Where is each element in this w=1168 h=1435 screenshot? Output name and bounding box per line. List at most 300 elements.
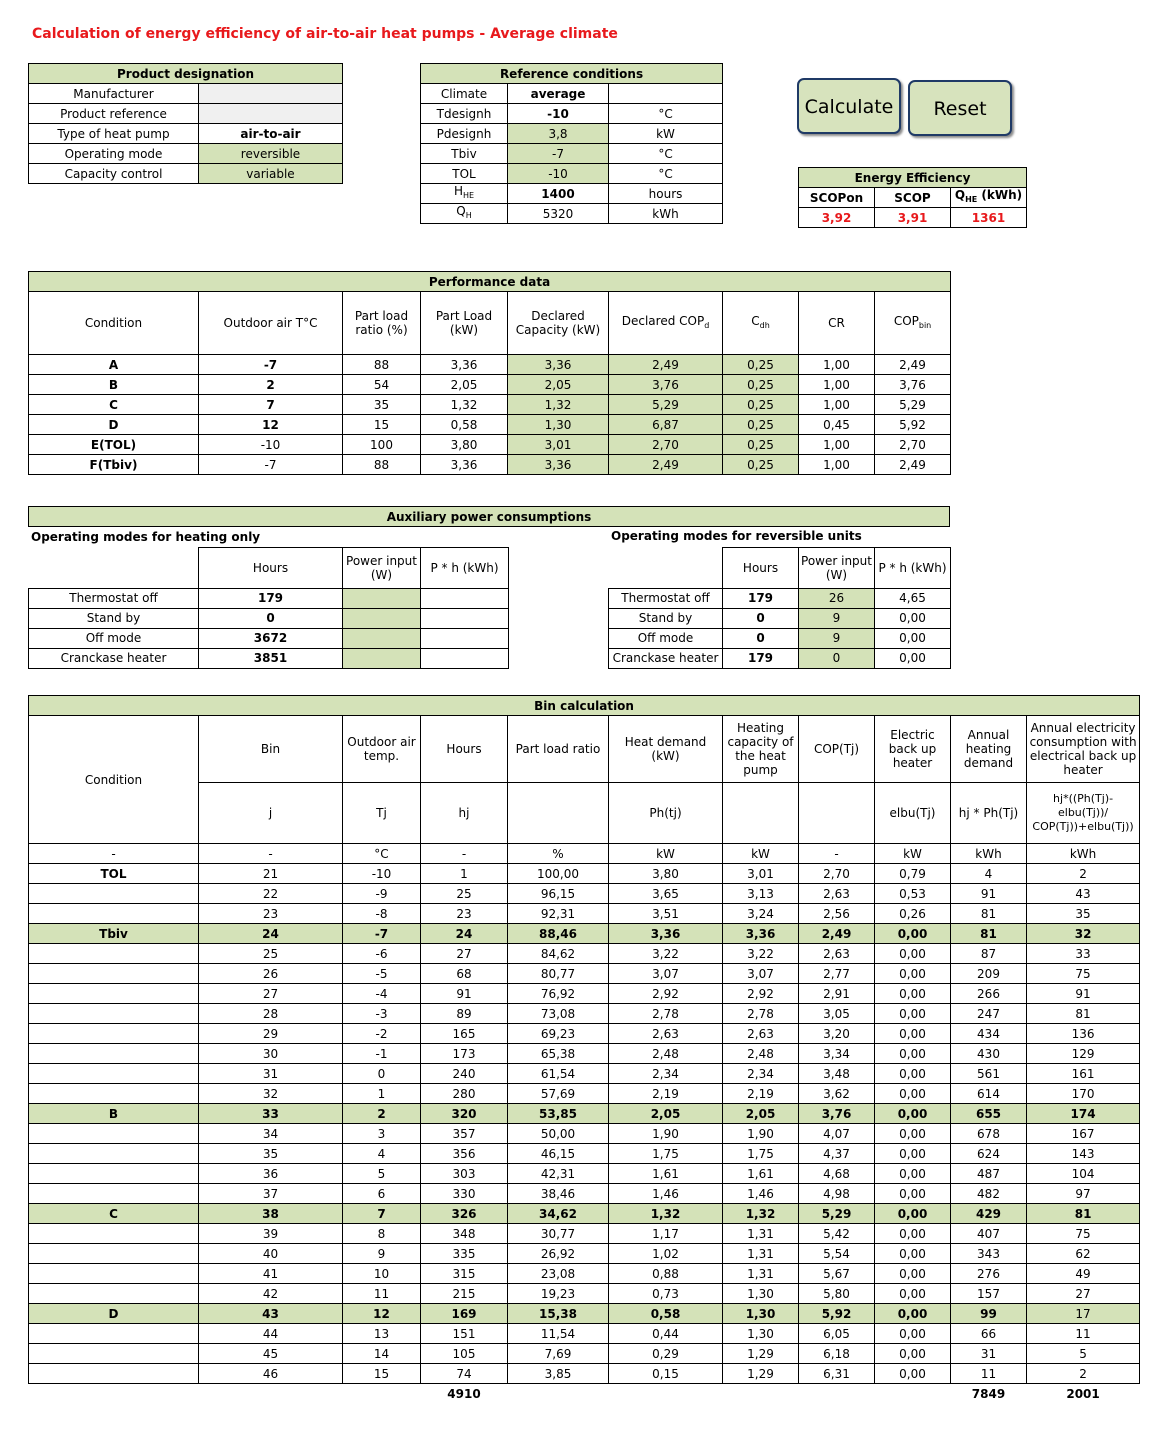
aux-rev-power-field[interactable]: 9: [799, 628, 875, 648]
perf-cell-cdh[interactable]: 0,25: [723, 355, 799, 375]
bin-cell-annual-elec: 62: [1027, 1244, 1140, 1264]
hhe-unit: hours: [609, 184, 723, 204]
bin-cell-hours: 240: [421, 1064, 508, 1084]
bin-cell-demand: 1,75: [609, 1144, 723, 1164]
bin-unit-cell: -: [799, 844, 875, 864]
bin-cell-outdoor: -10: [343, 864, 421, 884]
bin-cell-bin: 42: [199, 1284, 343, 1304]
bin-cell-plr: 23,08: [508, 1264, 609, 1284]
aux-heating-label: Cranckase heater: [29, 648, 199, 668]
bin-col-plr: Part load ratio: [508, 716, 609, 783]
bin-cell-annual-elec: 136: [1027, 1024, 1140, 1044]
bin-cell-outdoor: 15: [343, 1364, 421, 1384]
perf-cell-pl: 2,05: [421, 375, 508, 395]
bin-cell-hours: 315: [421, 1264, 508, 1284]
calculate-button[interactable]: Calculate: [797, 78, 901, 134]
perf-cell-cap[interactable]: 1,30: [508, 415, 609, 435]
bin-cell-demand: 3,22: [609, 944, 723, 964]
bin-cell-annual-demand: 91: [951, 884, 1027, 904]
bin-cell-cop: 3,76: [799, 1104, 875, 1124]
bin-cell-annual-elec: 170: [1027, 1084, 1140, 1104]
bin-col-capacity: Heating capacity of the heat pump: [723, 716, 799, 783]
aux-rev-label: Stand by: [609, 608, 723, 628]
bin-cell-bin: 46: [199, 1364, 343, 1384]
bin-cell-elbu: 0,00: [875, 1284, 951, 1304]
perf-cell-cdh[interactable]: 0,25: [723, 435, 799, 455]
perf-cell-cap[interactable]: 3,36: [508, 355, 609, 375]
bin-cell-capacity: 1,75: [723, 1144, 799, 1164]
perf-cell-cdh[interactable]: 0,25: [723, 455, 799, 475]
bin-cell-annual-elec: 32: [1027, 924, 1140, 944]
bin-cell-hours: 215: [421, 1284, 508, 1304]
bin-unit-cell: -: [421, 844, 508, 864]
bin-cell-elbu: 0,00: [875, 1124, 951, 1144]
bin-cell-annual-demand: 99: [951, 1304, 1027, 1324]
bin-col-condition: Condition: [29, 716, 199, 844]
aux-heating-ph: [421, 628, 509, 648]
bin-cell-hours: 303: [421, 1164, 508, 1184]
bin-cell-elbu: 0,53: [875, 884, 951, 904]
bin-cell-annual-demand: 407: [951, 1224, 1027, 1244]
perf-cell-outdoor: 7: [199, 395, 343, 415]
bin-cell-elbu: 0,00: [875, 1344, 951, 1364]
bin-cell-annual-demand: 655: [951, 1104, 1027, 1124]
bin-cell-condition: [29, 984, 199, 1004]
bin-cell-hours: 105: [421, 1344, 508, 1364]
bin-cell-bin: 39: [199, 1224, 343, 1244]
bin-cell-outdoor: -5: [343, 964, 421, 984]
bin-cell-annual-elec: 81: [1027, 1004, 1140, 1024]
perf-cell-condition: C: [29, 395, 199, 415]
aux-rev-row: [609, 608, 951, 628]
bin-cell-hours: 320: [421, 1104, 508, 1124]
bin-cell-outdoor: 7: [343, 1204, 421, 1224]
manufacturer-field[interactable]: [199, 84, 343, 104]
bin-cell-capacity: 1,30: [723, 1324, 799, 1344]
bin-cell-demand: 3,36: [609, 924, 723, 944]
bin-row: [29, 1264, 1140, 1284]
perf-cell-copbin: 2,49: [875, 355, 951, 375]
perf-cell-condition: F(Tbiv): [29, 455, 199, 475]
perf-row: [29, 375, 951, 395]
perf-cell-plr: 54: [343, 375, 421, 395]
aux-heating-power-field[interactable]: [343, 648, 421, 668]
bin-cell-capacity: 1,31: [723, 1224, 799, 1244]
bin-cell-plr: 84,62: [508, 944, 609, 964]
bin-cell-annual-demand: 157: [951, 1284, 1027, 1304]
bin-cell-plr: 19,23: [508, 1284, 609, 1304]
bin-cell-annual-demand: 4: [951, 864, 1027, 884]
bin-row: [29, 864, 1140, 884]
aux-heating-hours: 179: [199, 588, 343, 608]
perf-col-pl: Part Load (kW): [421, 292, 508, 355]
bin-cell-condition: [29, 1344, 199, 1364]
bin-cell-annual-elec: 75: [1027, 964, 1140, 984]
bin-cell-demand: 1,90: [609, 1124, 723, 1144]
aux-rev-col-hours: Hours: [723, 548, 799, 589]
bin-cell-hours: 1: [421, 864, 508, 884]
perf-cell-cr: 1,00: [799, 355, 875, 375]
bin-cell-annual-demand: 487: [951, 1164, 1027, 1184]
bin-row: [29, 1064, 1140, 1084]
perf-cell-condition: E(TOL): [29, 435, 199, 455]
bin-cell-plr: 53,85: [508, 1104, 609, 1124]
perf-cell-cdh[interactable]: 0,25: [723, 375, 799, 395]
bin-cell-annual-elec: 167: [1027, 1124, 1140, 1144]
perf-cell-cr: 0,45: [799, 415, 875, 435]
bin-cell-condition: [29, 1364, 199, 1384]
heating-only-label: Operating modes for heating only: [31, 530, 261, 544]
bin-cell-elbu: 0,00: [875, 944, 951, 964]
bin-cell-bin: 23: [199, 904, 343, 924]
perf-cell-cop[interactable]: 2,49: [609, 455, 723, 475]
bin-cell-outdoor: -1: [343, 1044, 421, 1064]
bin-cell-capacity: 1,31: [723, 1264, 799, 1284]
bin-cell-condition: [29, 1224, 199, 1244]
perf-row: [29, 435, 951, 455]
bin-cell-cop: 6,05: [799, 1324, 875, 1344]
bin-sym-cop: [799, 783, 875, 844]
perf-cell-condition: A: [29, 355, 199, 375]
bin-cell-demand: 1,46: [609, 1184, 723, 1204]
bin-cell-capacity: 1,46: [723, 1184, 799, 1204]
aux-heating-ph: [421, 648, 509, 668]
bin-cell-capacity: 1,29: [723, 1364, 799, 1384]
tdesignh-unit: °C: [609, 104, 723, 124]
reference-conditions-header: Reference conditions: [421, 64, 723, 84]
bin-col-outdoor: Outdoor air temp.: [343, 716, 421, 783]
perf-cell-outdoor: -7: [199, 355, 343, 375]
bin-cell-annual-elec: 43: [1027, 884, 1140, 904]
bin-cell-annual-demand: 266: [951, 984, 1027, 1004]
bin-cell-demand: 0,73: [609, 1284, 723, 1304]
scopon-value: 3,92: [799, 208, 875, 228]
bin-cell-cop: 2,56: [799, 904, 875, 924]
bin-cell-demand: 1,17: [609, 1224, 723, 1244]
bin-cell-hours: 25: [421, 884, 508, 904]
bin-cell-annual-elec: 11: [1027, 1324, 1140, 1344]
perf-cell-cr: 1,00: [799, 455, 875, 475]
bin-row: [29, 1044, 1140, 1064]
perf-row: [29, 355, 951, 375]
bin-cell-annual-demand: 343: [951, 1244, 1027, 1264]
perf-cell-cdh[interactable]: 0,25: [723, 415, 799, 435]
perf-cell-copbin: 2,70: [875, 435, 951, 455]
bin-row: [29, 1084, 1140, 1104]
reference-conditions-table: [420, 63, 723, 224]
bin-unit-cell: -: [199, 844, 343, 864]
bin-sym-elbu: elbu(Tj): [875, 783, 951, 844]
bin-col-elbu: Electric back up heater: [875, 716, 951, 783]
bin-cell-annual-elec: 35: [1027, 904, 1140, 924]
bin-cell-outdoor: 0: [343, 1064, 421, 1084]
aux-heating-row: [29, 628, 509, 648]
bin-cell-annual-demand: 11: [951, 1364, 1027, 1384]
perf-col-cr: CR: [799, 292, 875, 355]
perf-cell-cop[interactable]: 2,49: [609, 355, 723, 375]
bin-cell-elbu: 0,00: [875, 1204, 951, 1224]
bin-cell-bin: 41: [199, 1264, 343, 1284]
bin-cell-bin: 27: [199, 984, 343, 1004]
aux-heating-hours: 0: [199, 608, 343, 628]
bin-cell-cop: 5,92: [799, 1304, 875, 1324]
bin-cell-condition: C: [29, 1204, 199, 1224]
bin-cell-condition: [29, 964, 199, 984]
bin-cell-cop: 4,37: [799, 1144, 875, 1164]
bin-cell-plr: 34,62: [508, 1204, 609, 1224]
bin-cell-bin: 36: [199, 1164, 343, 1184]
auxiliary-header-table: [28, 506, 950, 527]
tdesignh-label: Tdesignh: [421, 104, 508, 124]
product-reference-label: Product reference: [29, 104, 199, 124]
energy-efficiency-header: Energy Efficiency: [799, 168, 1027, 188]
bin-cell-bin: 22: [199, 884, 343, 904]
perf-col-condition: Condition: [29, 292, 199, 355]
pdesignh-label: Pdesignh: [421, 124, 508, 144]
bin-cell-hours: 23: [421, 904, 508, 924]
capacity-control-field[interactable]: variable: [199, 164, 343, 184]
bin-row: [29, 1024, 1140, 1044]
operating-mode-label: Operating mode: [29, 144, 199, 164]
bin-cell-elbu: 0,00: [875, 1144, 951, 1164]
perf-cell-pl: 3,80: [421, 435, 508, 455]
bin-unit-cell: kWh: [1027, 844, 1140, 864]
aux-heating-row: [29, 608, 509, 628]
bin-cell-outdoor: 14: [343, 1344, 421, 1364]
bin-cell-bin: 26: [199, 964, 343, 984]
aux-rev-power-field[interactable]: 9: [799, 608, 875, 628]
aux-rev-col-power: Power input (W): [799, 548, 875, 589]
perf-cell-cop[interactable]: 5,29: [609, 395, 723, 415]
perf-cell-cr: 1,00: [799, 395, 875, 415]
bin-cell-annual-elec: 5: [1027, 1344, 1140, 1364]
aux-heating-power-field[interactable]: [343, 608, 421, 628]
tbiv-field[interactable]: -7: [508, 144, 609, 164]
bin-row: [29, 964, 1140, 984]
perf-cell-copbin: 5,92: [875, 415, 951, 435]
bin-cell-annual-demand: 430: [951, 1044, 1027, 1064]
perf-cell-plr: 35: [343, 395, 421, 415]
aux-heating-ph: [421, 608, 509, 628]
bin-cell-bin: 45: [199, 1344, 343, 1364]
bin-cell-elbu: 0,00: [875, 1184, 951, 1204]
bin-cell-hours: 89: [421, 1004, 508, 1024]
perf-cell-cop[interactable]: 3,76: [609, 375, 723, 395]
bin-row: [29, 924, 1140, 944]
bin-row: [29, 1344, 1140, 1364]
bin-cell-cop: 2,91: [799, 984, 875, 1004]
bin-cell-annual-elec: 97: [1027, 1184, 1140, 1204]
aux-rev-hours: 179: [723, 588, 799, 608]
perf-cell-outdoor: 2: [199, 375, 343, 395]
bin-cell-capacity: 1,90: [723, 1124, 799, 1144]
bin-cell-elbu: 0,00: [875, 964, 951, 984]
bin-cell-demand: 2,63: [609, 1024, 723, 1044]
perf-cell-cap[interactable]: 3,36: [508, 455, 609, 475]
bin-cell-elbu: 0,00: [875, 1004, 951, 1024]
aux-rev-label: Thermostat off: [609, 588, 723, 608]
bin-cell-annual-elec: 33: [1027, 944, 1140, 964]
bin-cell-elbu: 0,00: [875, 1024, 951, 1044]
bin-cell-cop: 2,77: [799, 964, 875, 984]
bin-cell-plr: 69,23: [508, 1024, 609, 1044]
bin-cell-outdoor: 13: [343, 1324, 421, 1344]
bin-cell-hours: 91: [421, 984, 508, 1004]
perf-cell-pl: 3,36: [421, 455, 508, 475]
bin-cell-bin: 37: [199, 1184, 343, 1204]
bin-cell-bin: 43: [199, 1304, 343, 1324]
bin-cell-capacity: 1,61: [723, 1164, 799, 1184]
bin-cell-cop: 3,48: [799, 1064, 875, 1084]
bin-cell-plr: 88,46: [508, 924, 609, 944]
bin-cell-cop: 2,63: [799, 884, 875, 904]
perf-cell-outdoor: 12: [199, 415, 343, 435]
energy-efficiency-table: [798, 167, 1027, 228]
aux-heating-row: [29, 588, 509, 608]
bin-cell-plr: 61,54: [508, 1064, 609, 1084]
bin-cell-capacity: 1,30: [723, 1284, 799, 1304]
bin-row: [29, 1204, 1140, 1224]
bin-row: [29, 1124, 1140, 1144]
bin-sym-j: j: [199, 783, 343, 844]
operating-mode-field[interactable]: reversible: [199, 144, 343, 164]
bin-cell-elbu: 0,00: [875, 1324, 951, 1344]
aux-rev-col-ph: P * h (kWh): [875, 548, 951, 589]
bin-cell-capacity: 3,22: [723, 944, 799, 964]
bin-cell-elbu: 0,00: [875, 1224, 951, 1244]
reset-button[interactable]: Reset: [908, 80, 1012, 136]
bin-cell-capacity: 2,34: [723, 1064, 799, 1084]
bin-cell-outdoor: 5: [343, 1164, 421, 1184]
perf-cell-cr: 1,00: [799, 435, 875, 455]
tol-field[interactable]: -10: [508, 164, 609, 184]
bin-row: [29, 1364, 1140, 1384]
bin-row: [29, 1244, 1140, 1264]
bin-cell-condition: [29, 1144, 199, 1164]
pdesignh-unit: kW: [609, 124, 723, 144]
bin-row: [29, 984, 1140, 1004]
perf-col-capacity: Declared Capacity (kW): [508, 292, 609, 355]
bin-row: [29, 884, 1140, 904]
bin-cell-plr: 50,00: [508, 1124, 609, 1144]
bin-unit-cell: kW: [609, 844, 723, 864]
bin-cell-hours: 357: [421, 1124, 508, 1144]
perf-cell-condition: B: [29, 375, 199, 395]
aux-heating-col-ph: P * h (kWh): [421, 548, 509, 589]
bin-cell-capacity: 1,30: [723, 1304, 799, 1324]
bin-cell-outdoor: 12: [343, 1304, 421, 1324]
perf-cell-cap[interactable]: 3,01: [508, 435, 609, 455]
bin-cell-capacity: 2,19: [723, 1084, 799, 1104]
bin-row: [29, 904, 1140, 924]
bin-cell-outdoor: 6: [343, 1184, 421, 1204]
aux-heating-power-field[interactable]: [343, 588, 421, 608]
perf-cell-pl: 3,36: [421, 355, 508, 375]
bin-cell-annual-elec: 104: [1027, 1164, 1140, 1184]
bin-cell-annual-demand: 81: [951, 904, 1027, 924]
bin-cell-hours: 24: [421, 924, 508, 944]
bin-cell-capacity: 2,48: [723, 1044, 799, 1064]
perf-cell-plr: 15: [343, 415, 421, 435]
bin-cell-cop: 4,98: [799, 1184, 875, 1204]
aux-heating-power-field[interactable]: [343, 628, 421, 648]
perf-cell-cdh[interactable]: 0,25: [723, 395, 799, 415]
bin-cell-plr: 11,54: [508, 1324, 609, 1344]
perf-cell-cop[interactable]: 6,87: [609, 415, 723, 435]
bin-cell-hours: 356: [421, 1144, 508, 1164]
bin-unit-cell: °C: [343, 844, 421, 864]
aux-heating-label: Stand by: [29, 608, 199, 628]
perf-col-cop: Declared $COP_d$: [609, 292, 723, 355]
bin-cell-outdoor: 3: [343, 1124, 421, 1144]
bin-cell-capacity: 1,31: [723, 1244, 799, 1264]
bin-cell-plr: 73,08: [508, 1004, 609, 1024]
performance-data-header: Performance data: [29, 272, 951, 292]
perf-col-outdoor: Outdoor air T°C: [199, 292, 343, 355]
bin-row: [29, 1004, 1140, 1024]
aux-heating-hours: 3672: [199, 628, 343, 648]
bin-cell-annual-elec: 2: [1027, 864, 1140, 884]
bin-cell-annual-demand: 87: [951, 944, 1027, 964]
bin-totals-row: [29, 1384, 1140, 1404]
bin-cell-annual-elec: 17: [1027, 1304, 1140, 1324]
bin-sym-cap: [723, 783, 799, 844]
bin-cell-capacity: 3,24: [723, 904, 799, 924]
bin-cell-annual-elec: 27: [1027, 1284, 1140, 1304]
bin-col-annual-demand: Annual heating demand: [951, 716, 1027, 783]
bin-cell-capacity: 2,63: [723, 1024, 799, 1044]
bin-unit-cell: -: [29, 844, 199, 864]
bin-cell-demand: 0,58: [609, 1304, 723, 1324]
aux-rev-hours: 179: [723, 648, 799, 668]
bin-cell-condition: [29, 1004, 199, 1024]
bin-cell-cop: 5,42: [799, 1224, 875, 1244]
perf-cell-cop[interactable]: 2,70: [609, 435, 723, 455]
bin-cell-bin: 32: [199, 1084, 343, 1104]
aux-rev-ph: 0,00: [875, 608, 951, 628]
bin-cell-cop: 2,70: [799, 864, 875, 884]
bin-col-cop: COP(Tj): [799, 716, 875, 783]
bin-cell-cop: 3,34: [799, 1044, 875, 1064]
aux-heating-label: Off mode: [29, 628, 199, 648]
perf-cell-plr: 88: [343, 455, 421, 475]
qh-label: $Q_H$: [421, 204, 508, 224]
total-heating-demand: 7849: [971, 1386, 1006, 1401]
pdesignh-field[interactable]: 3,8: [508, 124, 609, 144]
bin-cell-annual-demand: 66: [951, 1324, 1027, 1344]
bin-cell-demand: 3,07: [609, 964, 723, 984]
bin-cell-bin: 25: [199, 944, 343, 964]
aux-rev-power-field[interactable]: 0: [799, 648, 875, 668]
bin-cell-bin: 33: [199, 1104, 343, 1124]
bin-cell-plr: 7,69: [508, 1344, 609, 1364]
bin-cell-outdoor: -2: [343, 1024, 421, 1044]
bin-cell-plr: 96,15: [508, 884, 609, 904]
qh-value: 5320: [508, 204, 609, 224]
aux-heating-col-power: Power input (W): [343, 548, 421, 589]
product-reference-field[interactable]: [199, 104, 343, 124]
aux-rev-power-field[interactable]: 26: [799, 588, 875, 608]
bin-cell-annual-elec: 161: [1027, 1064, 1140, 1084]
bin-cell-cop: 6,31: [799, 1364, 875, 1384]
perf-row: [29, 395, 951, 415]
bin-cell-outdoor: 11: [343, 1284, 421, 1304]
perf-cell-cap[interactable]: 2,05: [508, 375, 609, 395]
bin-cell-demand: 2,92: [609, 984, 723, 1004]
bin-calculation-header: Bin calculation: [29, 696, 1140, 716]
bin-cell-bin: 40: [199, 1244, 343, 1264]
perf-cell-cap[interactable]: 1,32: [508, 395, 609, 415]
